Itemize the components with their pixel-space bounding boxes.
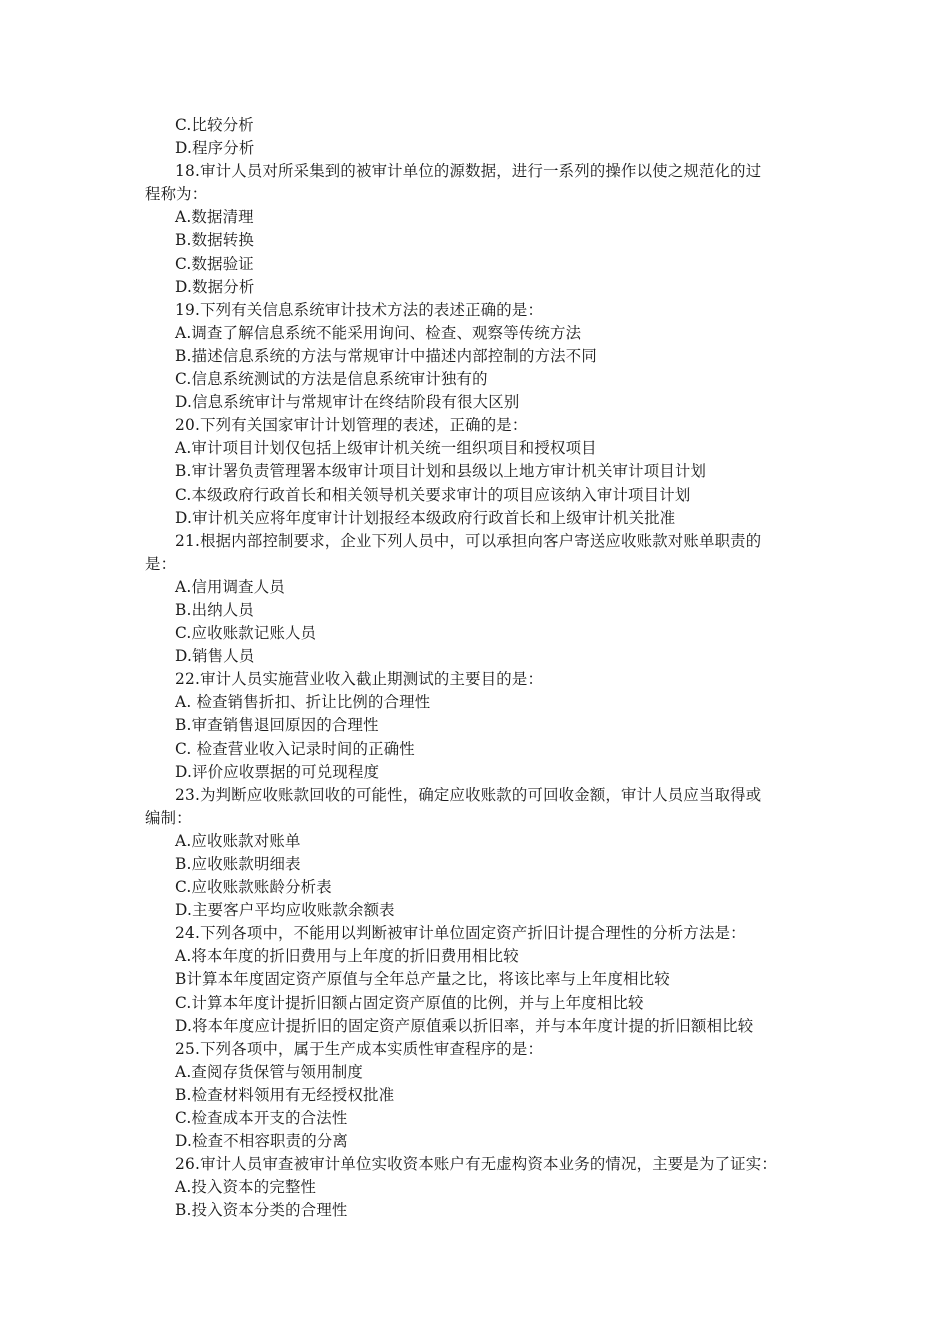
text-line: C.检查成本开支的合法性 xyxy=(175,1109,348,1128)
text-line: D.将本年度应计提折旧的固定资产原值乘以折旧率，并与本年度计提的折旧额相比较 xyxy=(175,1016,754,1035)
text-line: 18.审计人员对所采集到的被审计单位的源数据，进行一系列的操作以使之规范化的过 xyxy=(175,162,762,181)
text-line: B.描述信息系统的方法与常规审计中描述内部控制的方法不同 xyxy=(175,346,597,365)
text-line: C.比较分析 xyxy=(175,116,254,134)
text-line: C. 检查营业收入记录时间的正确性 xyxy=(175,739,415,758)
text-line: B.应收账款明细表 xyxy=(175,855,301,873)
text-line: C.信息系统测试的方法是信息系统审计独有的 xyxy=(175,370,488,389)
text-line: 19.下列有关信息系统审计技术方法的表述正确的是： xyxy=(175,300,544,319)
text-line: A.审计项目计划仅包括上级审计机关统一组织项目和授权项目 xyxy=(175,439,597,458)
text-line: 20.下列有关国家审计计划管理的表述，正确的是： xyxy=(175,416,528,435)
text-line: A.投入资本的完整性 xyxy=(175,1178,317,1197)
text-line: C.应收账款账龄分析表 xyxy=(175,878,332,897)
text-line: A.将本年度的折旧费用与上年度的折旧费用相比较 xyxy=(175,947,519,966)
text-line: C.计算本年度计提折旧额占固定资产原值的比例，并与上年度相比较 xyxy=(175,993,644,1012)
text-line: D.检查不相容职责的分离 xyxy=(175,1132,348,1151)
text-line: A.查阅存货保管与领用制度 xyxy=(175,1062,363,1081)
text-line: D.审计机关应将年度审计计划报经本级政府行政首长和上级审计机关批准 xyxy=(175,508,676,527)
text-line: C.应收账款记账人员 xyxy=(175,624,317,643)
text-line: D.数据分析 xyxy=(175,277,255,296)
text-line: 是： xyxy=(145,554,177,573)
text-line: C.数据验证 xyxy=(175,254,254,273)
text-line: D.程序分析 xyxy=(175,139,255,158)
text-line: C.本级政府行政首长和相关领导机关要求审计的项目应该纳入审计项目计划 xyxy=(175,485,691,504)
text-line: D.信息系统审计与常规审计在终结阶段有很大区别 xyxy=(175,393,520,412)
text-line: 25.下列各项中，属于生产成本实质性审查程序的是： xyxy=(175,1039,544,1058)
text-line: D.评价应收票据的可兑现程度 xyxy=(175,762,380,781)
text-line: B计算本年度固定资产原值与全年总产量之比，将该比率与上年度相比较 xyxy=(175,970,670,989)
document-page xyxy=(0,114,950,1223)
text-line: B.审计署负责管理署本级审计项目计划和县级以上地方审计机关审计项目计划 xyxy=(175,462,707,481)
text-line: A.信用调查人员 xyxy=(175,577,285,596)
text-line: A.数据清理 xyxy=(175,208,254,227)
text-line: A.调查了解信息系统不能采用询问、检查、观察等传统方法 xyxy=(175,323,582,342)
text-line: 程称为： xyxy=(145,185,208,204)
text-line: B.数据转换 xyxy=(175,231,254,250)
text-line: 26.审计人员审查被审计单位实收资本账户有无虚构资本业务的情况，主要是为了证实： xyxy=(175,1155,777,1174)
text-line: D.主要客户平均应收账款余额表 xyxy=(175,901,395,920)
text-line: B.检查材料领用有无经授权批准 xyxy=(175,1085,395,1104)
text-line: B.出纳人员 xyxy=(175,600,254,619)
text-line: D.销售人员 xyxy=(175,647,255,666)
text-line: 24.下列各项中，不能用以判断被审计单位固定资产折旧计提合理性的分析方法是： xyxy=(175,924,746,943)
text-line: B.投入资本分类的合理性 xyxy=(175,1201,348,1220)
text-line: A.应收账款对账单 xyxy=(175,831,301,850)
text-line: A. 检查销售折扣、折让比例的合理性 xyxy=(175,693,431,712)
text-line: 23.为判断应收账款回收的可能性，确定应收账款的可回收金额，审计人员应当取得或 xyxy=(175,785,762,804)
text-line: 21.根据内部控制要求，企业下列人员中，可以承担向客户寄送应收账款对账单职责的 xyxy=(175,531,762,550)
text-line: 22.审计人员实施营业收入截止期测试的主要目的是： xyxy=(175,670,544,689)
text-line: B.审查销售退回原因的合理性 xyxy=(175,716,379,735)
text-line: 编制： xyxy=(145,808,192,827)
